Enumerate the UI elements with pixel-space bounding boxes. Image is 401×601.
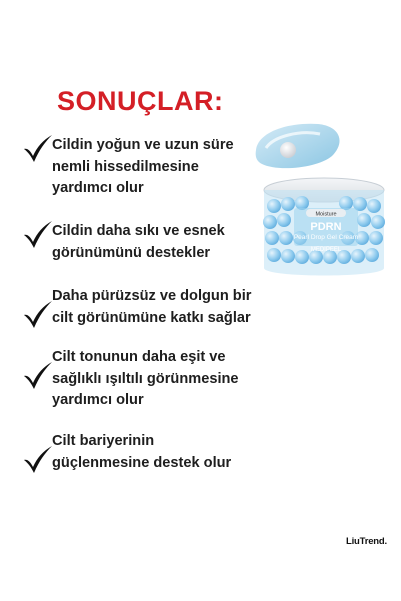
checkmark-icon [22,134,54,164]
benefit-item [22,220,272,268]
label-brand-text: MEDIPEEL [310,247,342,253]
benefit-text: Cildin daha sıkı ve esnek görünümünü destekler [52,223,225,261]
product-jar-image [248,108,388,288]
label-name-text: PDRN [310,221,342,233]
benefit-item [22,134,272,204]
page-title: SONUÇLAR: [57,86,224,116]
benefit-text: Daha pürüzsüz ve dolgun bir cilt görünümüne katkı sağlar [52,288,252,326]
checkmark-icon [22,445,54,475]
label-top-text: Moisture [315,211,337,218]
watermark-logo: LiuTrend. [346,536,387,547]
benefit-item [22,286,272,334]
checkmark-icon [22,300,54,330]
label-sub-text: Pearl Drop Gel Cream [293,234,359,241]
benefit-item [22,431,272,479]
checkmark-icon [22,220,54,250]
benefit-text: Cilt bariyerinin güçlenmesine destek olur [52,433,232,471]
benefit-item [22,347,272,417]
checkmark-icon [22,361,54,391]
benefit-text: Cildin yoğun ve uzun süre nemli hissedilmesine yardımcı olur [52,137,234,196]
benefit-text: Cilt tonunun daha eşit ve sağlıklı ışıltılı görünmesine yardımcı olur [52,349,239,408]
